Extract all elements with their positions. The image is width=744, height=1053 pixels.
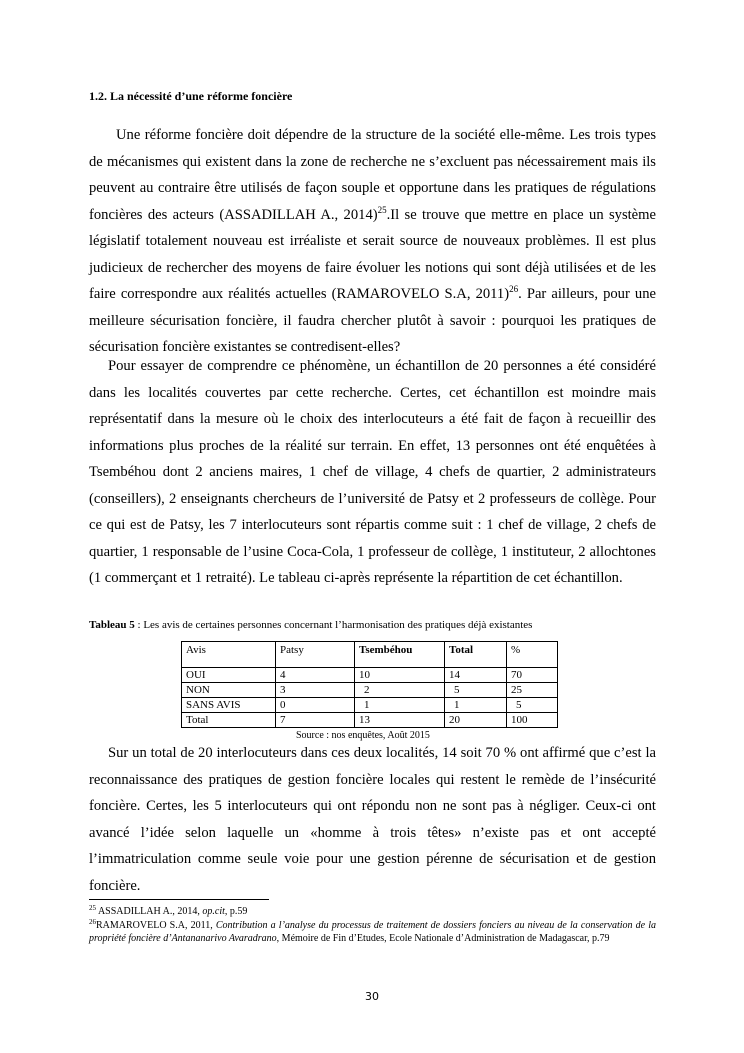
table-header-cell: % bbox=[507, 642, 558, 668]
table-cell: 0 bbox=[276, 698, 355, 713]
table-cell: NON bbox=[182, 683, 276, 698]
opinion-table bbox=[181, 641, 558, 728]
footnote-italic: Contribution a l’analyse du processus de traitement de dossiers fonciers au niveau de la conservation de la propriété foncière d’Antananarivo Avaradrano bbox=[89, 920, 656, 944]
table-header-cell: Total bbox=[445, 642, 507, 668]
table-cell: 1 bbox=[445, 698, 507, 713]
table-caption-label: Tableau 5 bbox=[89, 619, 135, 631]
footnote-text: ASSADILLAH A., 2014, bbox=[96, 906, 203, 917]
table-cell: 1 bbox=[355, 698, 445, 713]
table-caption-text: : Les avis de certaines personnes concernant l’harmonisation des pratiques déjà existantes bbox=[134, 619, 533, 631]
footnote-text-end: , p.59 bbox=[224, 906, 248, 917]
paragraph-1 bbox=[89, 122, 656, 361]
table-cell: 4 bbox=[276, 668, 355, 683]
footnote-text-end: , Mémoire de Fin d’Etudes, Ecole Nationale d’Administration de Madagascar, p.79 bbox=[276, 933, 610, 944]
footnote-ref-25[interactable]: 25 bbox=[377, 204, 387, 215]
table-cell: 5 bbox=[507, 698, 558, 713]
footnote-number: 25 bbox=[89, 904, 96, 912]
table-cell: 2 bbox=[355, 683, 445, 698]
table-source: Source : nos enquêtes, Août 2015 bbox=[296, 730, 430, 741]
footnotes bbox=[89, 905, 656, 946]
table-caption bbox=[89, 619, 532, 631]
table-row bbox=[182, 713, 558, 728]
paragraph-2: Pour essayer de comprendre ce phénomène, un échantillon de 20 personnes a été considéré dans les localités couvertes par cette recherche. Certes, cet échantillon est moindre mais représentatif dans la mesure où le choix des interlocuteurs a été fait de façon à recueillir des informations plus proches de la réalité sur terrain. En effet, 13 personnes ont été enquêtées à Tsembéhou dont 2 anciens maires, 1 chef de village, 4 chefs de quartier, 2 administrateurs (conseillers), 2 enseignants chercheurs de l’université de Patsy et 2 professeurs de collège. Pour ce qui est de Patsy, les 7 interlocuteurs sont répartis comme suit : 1 chef de village, 2 chefs de quartier, 1 responsable de l’usine Coca-Cola, 1 professeur de collège, 1 instituteur, 2 allochtones (1 commerçant et 1 retraité). Le tableau ci-après représente la répartition de cet échantillon. bbox=[89, 358, 656, 586]
footnote-ref-26[interactable]: 26 bbox=[509, 284, 519, 294]
table-cell: 100 bbox=[507, 713, 558, 728]
footnote-25 bbox=[89, 905, 656, 918]
table-row bbox=[182, 683, 558, 698]
table-cell: SANS AVIS bbox=[182, 698, 276, 713]
table-cell: OUI bbox=[182, 668, 276, 683]
table-cell: Total bbox=[182, 713, 276, 728]
table-cell: 7 bbox=[276, 713, 355, 728]
paragraph-1-text-b: .Il se trouve que mettre en place un système législatif totalement nouveau est irréaliste et serait source de nouveaux problèmes. Il est plus judicieux de rechercher des moyens de faire évoluer les notions qui sont déjà utilisées et de les faire correspondre aux réalités actuelles (RAMAROVELO S.A, 2011) bbox=[89, 206, 656, 302]
table-row bbox=[182, 668, 558, 683]
table-header-row bbox=[182, 642, 558, 668]
table-cell: 20 bbox=[445, 713, 507, 728]
table-cell: 3 bbox=[276, 683, 355, 698]
page-number: 30 bbox=[365, 990, 379, 1003]
table-cell: 5 bbox=[445, 683, 507, 698]
footnote-divider bbox=[89, 899, 269, 900]
table-cell: 10 bbox=[355, 668, 445, 683]
section-heading: 1.2. La nécessité d’une réforme foncière bbox=[89, 89, 293, 103]
table-row bbox=[182, 698, 558, 713]
footnote-italic: op.cit bbox=[202, 906, 225, 917]
footnote-number: 26 bbox=[89, 918, 96, 926]
table-header-cell: Tsembéhou bbox=[355, 642, 445, 668]
table-cell: 25 bbox=[507, 683, 558, 698]
table-cell: 14 bbox=[445, 668, 507, 683]
table-cell: 70 bbox=[507, 668, 558, 683]
paragraph-3: Sur un total de 20 interlocuteurs dans ces deux localités, 14 soit 70 % ont affirmé que c’est la reconnaissance des pratiques de gestion foncière locales qui restent le remède de l’insécurité foncière. Certes, les 5 interlocuteurs qui ont répondu non ne sont pas à négliger. Ceux-ci ont avancé l’idée selon laquelle un «homme à trois têtes» n’existe pas et ont accepté l’immatriculation comme seule voie pour une gestion pérenne de sécurisation et de gestion foncière. bbox=[89, 745, 656, 894]
table-header-cell: Patsy bbox=[276, 642, 355, 668]
paragraph-1-text-c: . Par ailleurs, pour une meilleure sécurisation foncière, il faudra chercher plutôt à savoir : pourquoi les pratiques de sécurisation foncière existantes se contredisent-elles? bbox=[89, 286, 656, 355]
footnote-text: RAMAROVELO S.A, 2011, bbox=[96, 920, 216, 931]
footnote-26 bbox=[89, 919, 656, 945]
table-cell: 13 bbox=[355, 713, 445, 728]
table-header-cell: Avis bbox=[182, 642, 276, 668]
paragraph-1-text-a: Une réforme foncière doit dépendre de la structure de la société elle-même. Les trois types de mécanismes qui existent dans la zone de recherche ne s’excluent pas nécessairement mais ils peuvent au contraire être utilisés de façon souple et opportune dans les pratiques de régulations foncières des acteurs (ASSADILLAH A., 2014) bbox=[89, 127, 656, 223]
